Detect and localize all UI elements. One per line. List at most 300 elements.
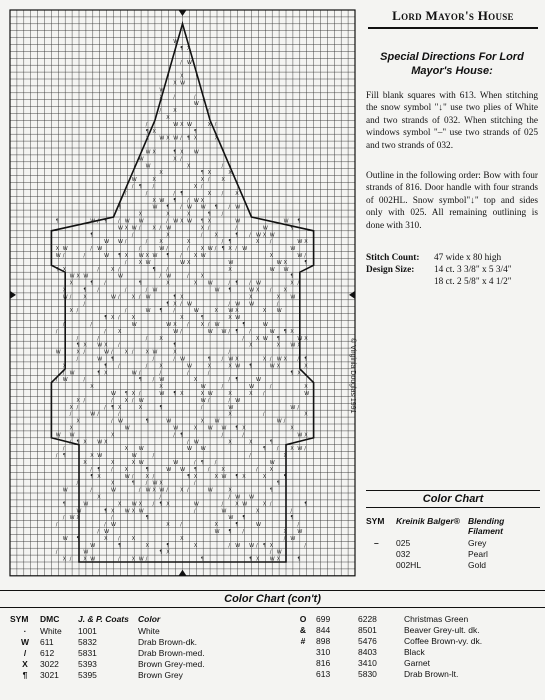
svg-text:/: / (221, 501, 224, 508)
svg-text:W: W (256, 280, 261, 287)
svg-text:W: W (145, 149, 151, 156)
row-symbol: X (22, 659, 28, 669)
svg-text:W: W (159, 377, 165, 384)
svg-text:/: / (180, 301, 182, 308)
svg-text:¶: ¶ (297, 556, 301, 563)
svg-text:X: X (249, 342, 253, 349)
header-blending: Blending Filament (468, 516, 505, 536)
svg-text:W: W (124, 508, 130, 515)
svg-text:X: X (131, 556, 136, 563)
svg-text:X: X (145, 135, 150, 142)
svg-text:X: X (138, 259, 143, 266)
svg-text:X: X (166, 115, 170, 121)
svg-text:X: X (159, 384, 163, 391)
row-symbol: · (23, 626, 27, 636)
svg-text:W: W (166, 322, 172, 328)
row-dmc: 310 (316, 647, 331, 657)
svg-text:¶: ¶ (145, 128, 149, 135)
svg-text:X: X (145, 473, 150, 480)
svg-text:¶: ¶ (200, 460, 204, 466)
svg-text:/: / (290, 508, 293, 515)
svg-text:W: W (69, 432, 75, 439)
svg-text:X: X (69, 308, 74, 315)
svg-text:/: / (228, 542, 231, 549)
svg-text:X: X (159, 363, 163, 370)
svg-text:X: X (166, 135, 170, 142)
row-color: Brown Grey (138, 670, 183, 680)
row-jp: 5395 (78, 670, 97, 680)
svg-text:¶: ¶ (166, 253, 170, 259)
svg-text:X: X (262, 232, 267, 239)
svg-text:X: X (200, 322, 205, 328)
svg-text:X: X (62, 363, 67, 370)
svg-text:W: W (193, 101, 199, 108)
svg-text:X: X (200, 225, 205, 232)
svg-text:W: W (187, 363, 192, 370)
svg-text:/: / (166, 246, 168, 253)
svg-text:X: X (76, 418, 80, 425)
svg-text:/: / (221, 211, 224, 218)
svg-text:/: / (242, 529, 244, 535)
svg-text:X: X (187, 259, 191, 266)
row-dmc: 844 (316, 625, 331, 635)
svg-text:X: X (173, 80, 177, 87)
svg-text:/: / (180, 135, 182, 142)
svg-text:¶: ¶ (249, 363, 253, 370)
svg-text:X: X (228, 315, 232, 322)
svg-text:W: W (173, 135, 179, 142)
svg-text:/: / (131, 473, 134, 480)
svg-text:X: X (207, 363, 212, 370)
row-symbol: & (299, 625, 307, 635)
svg-text:W: W (152, 287, 158, 294)
row-dmc: 816 (316, 658, 331, 668)
svg-text:/: / (145, 335, 148, 342)
svg-text:X: X (55, 246, 60, 253)
svg-text:X: X (111, 460, 115, 466)
svg-text:W: W (131, 453, 137, 460)
color-chart-cont-left (10, 614, 290, 681)
svg-text:¶: ¶ (180, 46, 184, 52)
svg-text:/: / (124, 308, 127, 315)
svg-text:W: W (221, 425, 227, 432)
svg-text:/: / (104, 280, 106, 287)
svg-text:X: X (173, 349, 177, 356)
svg-text:X: X (159, 170, 163, 177)
svg-text:W: W (256, 377, 261, 384)
svg-text:X: X (111, 508, 115, 515)
svg-text:/: / (214, 121, 217, 128)
svg-text:/: / (187, 273, 189, 280)
svg-text:¶: ¶ (304, 501, 308, 508)
svg-text:X: X (173, 301, 177, 308)
svg-text:¶: ¶ (235, 425, 239, 432)
svg-text:/: / (221, 432, 224, 439)
svg-text:/: / (152, 453, 155, 460)
design-size-18ct: 18 ct. 2 5/8" x 4 1/2" (434, 277, 512, 287)
svg-text:W: W (104, 529, 110, 535)
row-jp: 3410 (358, 658, 377, 668)
center-arrow-left-icon (10, 291, 16, 299)
svg-text:¶: ¶ (90, 232, 94, 239)
svg-text:/: / (145, 556, 148, 563)
svg-text:/: / (207, 108, 210, 115)
svg-text:W: W (90, 556, 96, 563)
row-name: Grey (468, 538, 487, 548)
svg-text:X: X (124, 466, 129, 473)
svg-text:/: / (304, 253, 306, 259)
svg-text:W: W (228, 515, 234, 522)
svg-text:W: W (187, 301, 192, 308)
svg-text:X: X (187, 163, 191, 170)
svg-text:W: W (180, 466, 186, 473)
design-size-14ct: 14 ct. 3 3/8" x 5 3/4" (434, 265, 512, 275)
svg-text:X: X (159, 239, 163, 246)
row-jp: 5832 (78, 637, 97, 647)
svg-text:W: W (118, 239, 123, 246)
svg-text:/: / (173, 356, 175, 363)
svg-text:X: X (207, 170, 212, 177)
svg-text:W: W (159, 135, 165, 142)
svg-text:W: W (242, 501, 248, 508)
svg-text:X: X (187, 46, 191, 52)
svg-text:/: / (90, 487, 92, 494)
svg-text:X: X (104, 342, 108, 349)
svg-text:/: / (69, 411, 72, 418)
svg-text:W: W (249, 494, 255, 501)
svg-text:W: W (214, 529, 220, 535)
svg-text:X: X (214, 135, 219, 142)
svg-text:W: W (235, 301, 241, 308)
svg-text:X: X (62, 266, 67, 273)
svg-text:¶: ¶ (228, 287, 232, 294)
svg-text:W: W (207, 280, 213, 287)
svg-text:/: / (83, 377, 86, 384)
color-chart-header (366, 516, 540, 536)
svg-text:W: W (173, 218, 179, 225)
svg-text:W: W (200, 397, 206, 404)
svg-text:X: X (235, 356, 239, 363)
svg-text:W: W (221, 473, 227, 480)
svg-text:W: W (83, 273, 89, 280)
svg-text:W: W (221, 328, 227, 335)
svg-text:¶: ¶ (200, 170, 204, 177)
svg-text:¶: ¶ (242, 515, 246, 522)
row-name: Pearl (468, 549, 488, 559)
svg-text:X: X (297, 370, 301, 377)
svg-text:X: X (269, 466, 274, 473)
svg-text:X: X (104, 439, 108, 446)
svg-text:X: X (152, 149, 156, 156)
svg-text:¶: ¶ (228, 529, 232, 535)
svg-text:¶: ¶ (111, 404, 115, 411)
svg-text:W: W (166, 273, 172, 280)
svg-text:/: / (55, 522, 58, 529)
svg-text:W: W (297, 446, 303, 453)
svg-text:/: / (207, 370, 210, 377)
svg-text:W: W (97, 439, 103, 446)
svg-text:X: X (76, 515, 80, 522)
svg-text:¶: ¶ (152, 266, 156, 273)
svg-text:X: X (180, 149, 184, 156)
svg-text:W: W (200, 204, 206, 211)
svg-text:W: W (269, 266, 275, 273)
svg-text:¶: ¶ (228, 239, 232, 246)
svg-text:W: W (200, 253, 206, 259)
svg-text:/: / (104, 328, 106, 335)
svg-text:X: X (290, 328, 294, 335)
row-jp: 5830 (358, 669, 377, 679)
svg-text:W: W (118, 418, 123, 425)
svg-text:W: W (138, 508, 144, 515)
svg-text:X: X (207, 218, 212, 225)
svg-text:/: / (297, 356, 300, 363)
row-color: Christmas Green (404, 614, 469, 624)
svg-text:/: / (83, 301, 86, 308)
svg-text:¶: ¶ (269, 439, 273, 446)
svg-text:X: X (235, 190, 239, 197)
svg-text:X: X (118, 501, 122, 508)
svg-text:/: / (118, 342, 120, 349)
center-arrow-top-icon (179, 10, 187, 16)
svg-text:¶: ¶ (138, 280, 142, 287)
svg-text:/: / (180, 253, 182, 259)
svg-text:X: X (62, 556, 67, 563)
svg-text:W: W (235, 542, 241, 549)
svg-text:/: / (207, 177, 210, 184)
stitch-count-value: 47 wide x 80 high (434, 253, 502, 263)
svg-text:X: X (200, 177, 205, 184)
svg-text:/: / (187, 322, 189, 328)
svg-text:W: W (62, 294, 68, 301)
svg-text:/: / (173, 308, 175, 315)
svg-text:X: X (297, 342, 301, 349)
svg-text:X: X (228, 266, 232, 273)
cross-stitch-chart (8, 8, 358, 583)
svg-text:X: X (173, 108, 177, 115)
svg-text:¶: ¶ (200, 556, 204, 563)
svg-text:X: X (262, 501, 267, 508)
row-jp: 8501 (358, 625, 377, 635)
svg-text:W: W (104, 349, 110, 356)
svg-text:X: X (283, 287, 288, 294)
svg-text:X: X (193, 377, 198, 384)
svg-text:W: W (104, 253, 110, 259)
svg-text:W: W (235, 397, 241, 404)
svg-text:W: W (145, 308, 151, 315)
svg-text:X: X (276, 294, 281, 301)
svg-text:W: W (228, 404, 234, 411)
svg-text:X: X (228, 411, 232, 418)
svg-text:X: X (166, 232, 170, 239)
svg-text:W: W (269, 232, 275, 239)
header-sym: SYM (10, 614, 29, 624)
table-row (366, 560, 540, 571)
svg-text:X: X (269, 253, 274, 259)
svg-text:X: X (97, 473, 101, 480)
svg-text:/: / (152, 377, 155, 384)
svg-text:X: X (180, 391, 184, 397)
svg-text:X: X (152, 128, 156, 135)
svg-text:X: X (304, 239, 308, 246)
svg-text:X: X (138, 404, 143, 411)
svg-text:W: W (90, 411, 96, 418)
svg-text:/: / (276, 446, 279, 453)
svg-text:X: X (111, 266, 115, 273)
svg-text:X: X (276, 556, 281, 563)
svg-text:X: X (152, 177, 156, 184)
svg-text:X: X (304, 411, 308, 418)
svg-text:¶: ¶ (159, 549, 163, 556)
row-color: Drab Brown-dk. (138, 637, 198, 647)
svg-text:X: X (200, 246, 205, 253)
header-jp-coats: J. & P. Coats (78, 614, 129, 624)
svg-text:X: X (159, 94, 163, 101)
svg-text:X: X (187, 239, 191, 246)
svg-text:¶: ¶ (118, 204, 122, 211)
svg-text:¶: ¶ (235, 473, 239, 480)
svg-text:X: X (304, 384, 308, 391)
svg-text:X: X (124, 397, 129, 404)
svg-text:/: / (228, 204, 231, 211)
svg-text:/: / (97, 218, 99, 225)
table-row (10, 637, 290, 648)
svg-text:X: X (180, 73, 184, 80)
svg-text:W: W (228, 356, 234, 363)
svg-text:X: X (221, 177, 225, 184)
svg-text:/: / (242, 335, 244, 342)
svg-text:X: X (180, 535, 184, 542)
svg-text:X: X (145, 542, 150, 549)
svg-text:/: / (221, 239, 224, 246)
svg-text:/: / (207, 397, 210, 404)
svg-text:¶: ¶ (104, 363, 108, 370)
svg-text:X: X (180, 218, 184, 225)
svg-text:X: X (207, 121, 212, 128)
svg-text:¶: ¶ (235, 377, 239, 384)
svg-text:X: X (111, 315, 115, 322)
svg-text:/: / (256, 542, 258, 549)
svg-text:W: W (187, 446, 192, 453)
svg-text:X: X (193, 280, 198, 287)
svg-text:W: W (138, 218, 144, 225)
svg-text:X: X (193, 425, 198, 432)
row-color: Garnet (404, 658, 430, 668)
svg-text:¶: ¶ (304, 356, 308, 363)
svg-text:¶: ¶ (173, 342, 177, 349)
svg-text:X: X (145, 253, 150, 259)
svg-text:W: W (187, 218, 192, 225)
svg-text:/: / (193, 460, 196, 466)
svg-text:/: / (90, 466, 92, 473)
row-symbol: ¶ (22, 670, 28, 680)
row-color: White (138, 626, 160, 636)
svg-text:/: / (214, 246, 217, 253)
table-row (290, 658, 540, 669)
stitch-count-label: Stitch Count: (366, 253, 420, 263)
svg-text:W: W (138, 253, 144, 259)
svg-text:X: X (228, 363, 232, 370)
svg-text:X: X (131, 391, 136, 397)
svg-text:W: W (97, 342, 103, 349)
svg-text:/: / (124, 239, 127, 246)
svg-text:¶: ¶ (242, 322, 246, 328)
svg-text:/: / (124, 287, 127, 294)
svg-text:W: W (97, 246, 103, 253)
color-chart (366, 490, 540, 571)
svg-text:¶: ¶ (55, 218, 59, 225)
svg-text:X: X (214, 308, 219, 315)
svg-text:¶: ¶ (145, 466, 149, 473)
svg-text:¶: ¶ (290, 273, 294, 280)
color-chart-cont-title: Color Chart (con't) (0, 590, 545, 608)
svg-text:X: X (90, 453, 94, 460)
row-jp: 6228 (358, 614, 377, 624)
svg-text:/: / (228, 377, 231, 384)
svg-text:W: W (97, 356, 103, 363)
svg-text:W: W (180, 259, 186, 266)
svg-text:/: / (173, 94, 175, 101)
table-row (10, 670, 290, 681)
svg-text:/: / (228, 301, 231, 308)
svg-text:X: X (249, 294, 253, 301)
svg-text:/: / (221, 384, 224, 391)
special-directions-heading: Special Directions For Lord Mayor's House: (380, 51, 524, 77)
svg-text:/: / (276, 301, 279, 308)
svg-text:/: / (69, 556, 72, 563)
svg-text:X: X (104, 535, 108, 542)
svg-text:X: X (69, 404, 74, 411)
svg-text:W: W (297, 239, 303, 246)
svg-text:X: X (138, 211, 143, 218)
svg-text:/: / (193, 508, 196, 515)
svg-text:X: X (118, 404, 122, 411)
svg-text:W: W (290, 535, 296, 542)
svg-text:¶: ¶ (104, 315, 108, 322)
svg-text:W: W (235, 315, 241, 322)
svg-text:W: W (242, 246, 248, 253)
svg-text:/: / (269, 239, 272, 246)
svg-text:/: / (62, 446, 65, 453)
svg-text:W: W (214, 322, 220, 328)
row-symbol: O (299, 614, 307, 624)
svg-text:W: W (173, 425, 179, 432)
row-code: 025 (396, 538, 411, 548)
svg-text:W: W (249, 287, 255, 294)
svg-text:X: X (166, 549, 170, 556)
row-name: Gold (468, 560, 486, 570)
svg-text:/: / (180, 522, 182, 529)
svg-text:W: W (276, 418, 282, 425)
svg-text:/: / (159, 225, 162, 232)
svg-text:X: X (131, 294, 136, 301)
svg-text:/: / (152, 356, 155, 363)
svg-text:/: / (97, 529, 99, 535)
svg-text:¶: ¶ (235, 232, 239, 239)
svg-text:¶: ¶ (235, 522, 239, 529)
svg-text:W: W (131, 322, 137, 328)
svg-text:X: X (62, 287, 67, 294)
svg-text:W: W (207, 391, 213, 397)
svg-text:¶: ¶ (193, 128, 198, 135)
table-row (290, 647, 540, 658)
svg-text:W: W (228, 259, 234, 266)
svg-text:W: W (69, 273, 75, 280)
svg-text:X: X (235, 501, 239, 508)
svg-text:/: / (55, 377, 58, 384)
svg-text:/: / (97, 287, 99, 294)
svg-text:¶: ¶ (166, 542, 170, 549)
